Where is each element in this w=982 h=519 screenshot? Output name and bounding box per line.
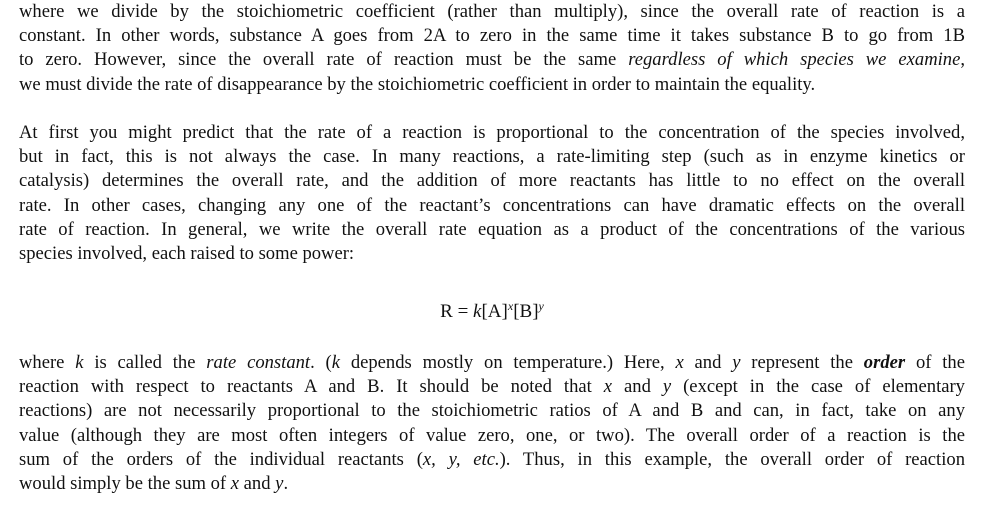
italic-x: x (230, 472, 240, 494)
text-line (19, 448, 965, 472)
text-span: , (960, 49, 966, 71)
text-span: depends mostly on temperature.) Here, (340, 352, 676, 373)
text-span: . (283, 472, 289, 494)
italic-emphasis: regardless of which species we examine (628, 49, 961, 71)
equation-exponent-x: x (507, 299, 514, 313)
italic-y: y (662, 376, 672, 398)
equation-exponent-y: y (538, 299, 544, 313)
text-line (19, 472, 965, 496)
text-line: constant. In other words, substance A goes from 2A to zero in the same time it takes substance B to go from 1B (19, 25, 965, 47)
text-span: ). Thus, in this example, the overall order of reaction (499, 448, 965, 470)
italic-x: x (675, 352, 684, 373)
italic-k: k (75, 352, 84, 373)
equation-k: k (473, 301, 482, 322)
equation-a: [A] (481, 301, 508, 322)
text-span: to zero. However, since the overall rate of reaction must be the same (19, 49, 617, 71)
text-span: represent the (740, 352, 864, 373)
text-span: of the (905, 352, 965, 373)
text-line (19, 375, 965, 399)
text-span: is called the (83, 352, 207, 373)
text-span: (except in the case of elementary (671, 376, 965, 398)
bold-italic-order: order (863, 352, 906, 373)
text-line: reactions) are not necessarily proportional to the stoichiometric ratios of A and B and can, in fact, take on any (19, 400, 965, 422)
text-line: species involved, each raised to some power: (19, 242, 355, 264)
italic-k: k (331, 352, 341, 373)
text-line: rate. In other cases, changing any one of the reactant’s concentrations can have dramatic effects on the overall (19, 194, 965, 216)
italic-y: y (732, 352, 741, 373)
text-span: and (683, 352, 733, 373)
text-line (19, 48, 965, 72)
text-span: and (239, 472, 276, 494)
equation-b: [B] (513, 301, 539, 322)
italic-x: x (603, 376, 613, 398)
italic-variables: x, y, etc. (422, 448, 500, 470)
equation-lhs: R = (440, 301, 474, 322)
text-span: where (19, 352, 76, 373)
text-line: At first you might predict that the rate of a reaction is proportional to the concentration of the species involved, (19, 122, 965, 143)
text-span: reaction with respect to reactants A and B. It should be noted that (19, 376, 604, 398)
text-span: and (612, 376, 663, 398)
italic-y: y (275, 472, 284, 494)
text-line: value (although they are most often integers of value zero, one, or two). The overall order of a reaction is the (19, 424, 965, 446)
text-line: but in fact, this is not always the case. In many reactions, a rate-limiting step (such as in enzyme kinetics or (19, 146, 965, 168)
text-line: rate of reaction. In general, we write the overall rate equation as a product of the concentrations of the various (19, 218, 965, 240)
text-line: we must divide the rate of disappearance by the stoichiometric coefficient in order to maintain the equality. (19, 73, 816, 95)
paragraph-rate-constant (19, 351, 965, 496)
paragraph-stoichiometry (19, 0, 965, 97)
italic-rate-constant: rate constant (206, 352, 311, 373)
text-span: . ( (310, 352, 332, 373)
rate-equation (19, 294, 965, 324)
text-line: where we divide by the stoichiometric coefficient (rather than multiply), since the overall rate of reaction is a (19, 1, 965, 22)
text-line: catalysis) determines the overall rate, and the addition of more reactants has little to no effect on the overall (19, 170, 965, 192)
text-span: sum of the orders of the individual reactants ( (19, 448, 423, 470)
text-span: would simply be the sum of (19, 472, 231, 494)
text-line (19, 351, 965, 375)
paragraph-rate-proportionality (19, 121, 965, 266)
